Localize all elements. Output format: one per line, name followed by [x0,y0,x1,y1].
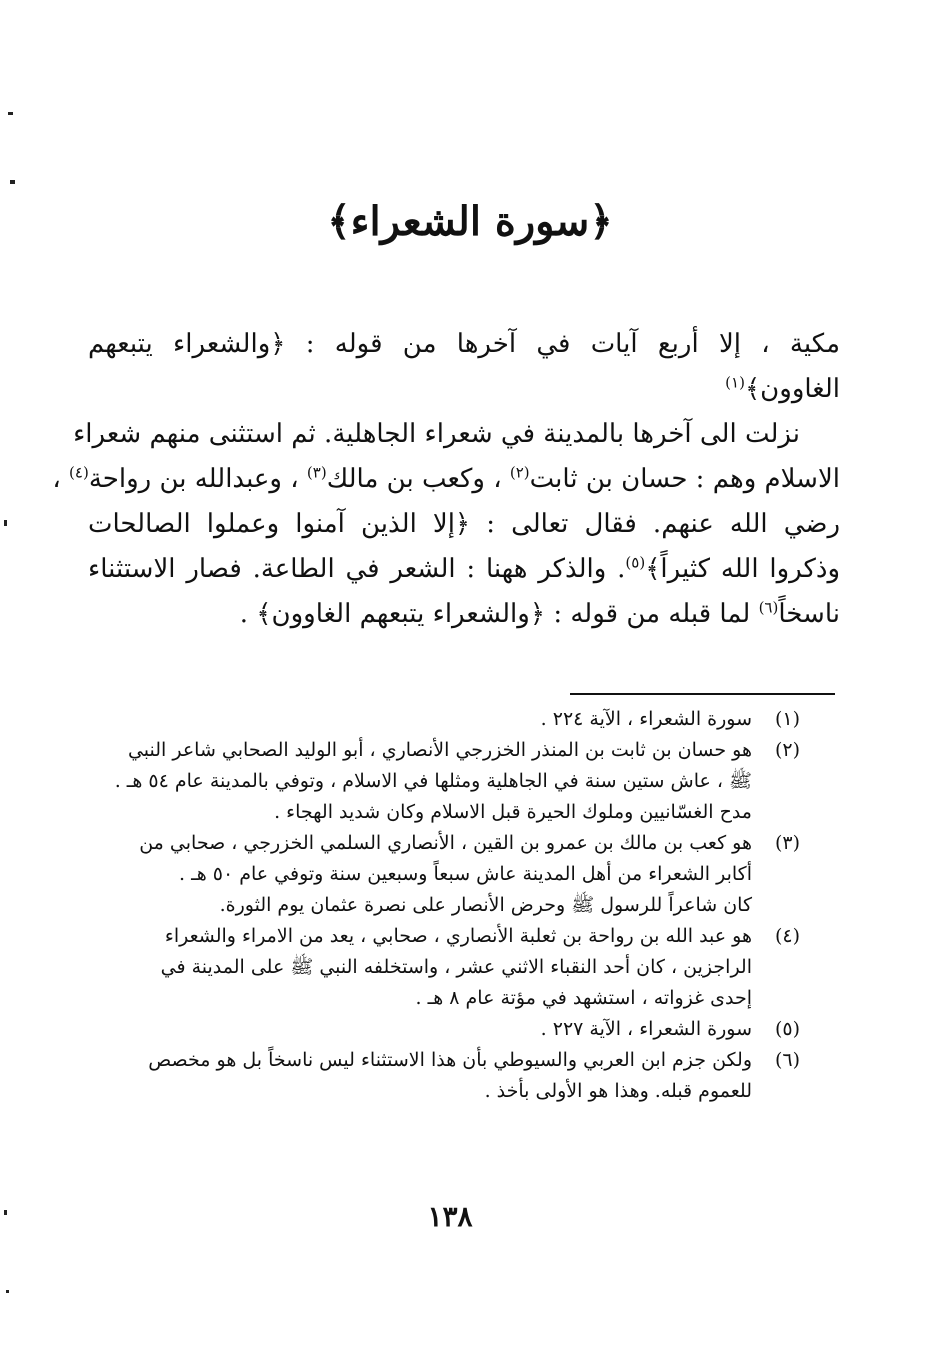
footnote [100,704,800,735]
footnote-ref: (١) [725,373,745,392]
footnote-text [100,1014,752,1045]
footnote-line: ﷺ ، عاش ستين سنة في الجاهلية ومثلها في الاسلام ، وتوفي بالمدينة عام ٥٤ هـ . [114,770,752,792]
text-segment: ، وعبدالله بن رواحة [88,464,299,494]
text-line [88,592,840,637]
footnote [100,1045,800,1107]
footnote-number: (٥) [774,1018,800,1040]
footnote-ref: (٤) [69,463,89,482]
text-segment: وذكروا الله كثيراً﴾ [645,554,840,584]
footnote-text [100,1045,752,1107]
text-line [88,547,840,592]
footnote-ref: (٦) [758,598,779,617]
scan-mark [6,1290,9,1293]
footnote-number: (٦) [774,1049,800,1071]
text-segment: الاسلام وهم : حسان بن ثابت [529,464,840,494]
footnote-line: للعموم قبله. وهذا هو الأولى بأخذ . [484,1080,752,1102]
footnote-text [100,921,752,1014]
footnote-line: هو عبد الله بن رواحة بن ثعلبة الأنصاري ، صحابي ، يعد من الامراء والشعراء [164,925,752,947]
footnote-line: الراجزين ، كان أحد النقباء الاثني عشر ، واستخلفه النبي ﷺ على المدينة في [160,956,752,978]
footnote [100,735,800,828]
footnote-text [100,828,752,921]
footnote-line: هو كعب بن مالك بن عمرو بن القين ، الأنصاري السلمي الخزرجي ، صحابي من [139,832,752,854]
text-segment: ناسخاً [778,599,840,629]
footnote-text [100,704,752,735]
footnotes [100,704,800,1107]
scan-mark [8,112,13,115]
footnote-number: (١) [774,708,800,730]
scan-mark [4,1210,7,1215]
footnote [100,921,800,1014]
footnote-ref: (٣) [306,463,327,482]
page-number: ١٣٨ [427,1200,473,1233]
footnote-line: ولكن جزم ابن العربي والسيوطي بأن هذا الاستثناء ليس ناسخاً بل هو مخصص [148,1049,752,1071]
footnote [100,1014,800,1045]
footnote-line: سورة الشعراء ، الآية ٢٢٤ . [540,708,752,730]
text-line: مكية ، إلا أربع آيات في آخرها من قوله : ﴿والشعراء يتبعهم [88,329,840,359]
footnote-line: مدح الغسّانيين وملوك الحيرة قبل الاسلام وكان شديد الهجاء . [274,801,752,823]
footnote-ref: (٥) [625,553,646,572]
text-line [52,457,840,502]
footnote-line: إحدى غزواته ، استشهد في مؤتة عام ٨ هـ . [415,987,752,1009]
footnote-line: سورة الشعراء ، الآية ٢٢٧ . [540,1018,752,1040]
text-segment: لما قبله من قوله : ﴿والشعراء يتبعهم الغاوون﴾ . [239,599,751,629]
main-text [52,322,840,637]
scan-mark [10,180,15,184]
footnote-number: (٣) [774,832,800,854]
text-segment: ، وكعب بن مالك [326,464,502,494]
surah-title: ﴿سورة الشعراء﴾ [327,198,613,245]
footnote-divider [570,693,835,695]
footnote-ref: (٢) [509,463,530,482]
scan-mark [4,520,7,526]
footnote-text [100,735,752,828]
footnote-number: (٢) [774,739,800,761]
footnote-line: هو حسان بن ثابت بن المنذر الخزرجي الأنصاري ، أبو الوليد الصحابي شاعر النبي [127,739,752,761]
text-segment: ، [52,464,61,494]
text-segment: الغاوون﴾ [744,374,840,404]
text-line: رضي الله عنهم. فقال تعالى : ﴿إلا الذين آمنوا وعملوا الصالحات [88,509,840,539]
footnote-line: كان شاعراً للرسول ﷺ وحرض الأنصار على نصرة عثمان يوم الثورة. [219,894,752,916]
footnote-line: أكابر الشعراء من أهل المدينة عاش سبعاً وسبعين سنة وتوفي عام ٥٠ هـ . [179,863,752,885]
footnote [100,828,800,921]
text-segment: . والذكر ههنا : الشعر في الطاعة. فصار الاستثناء [88,554,626,584]
text-line [88,367,840,412]
text-line: نزلت الى آخرها بالمدينة في شعراء الجاهلية. ثم استثنى منهم شعراء [73,419,800,449]
footnote-number: (٤) [774,925,800,947]
